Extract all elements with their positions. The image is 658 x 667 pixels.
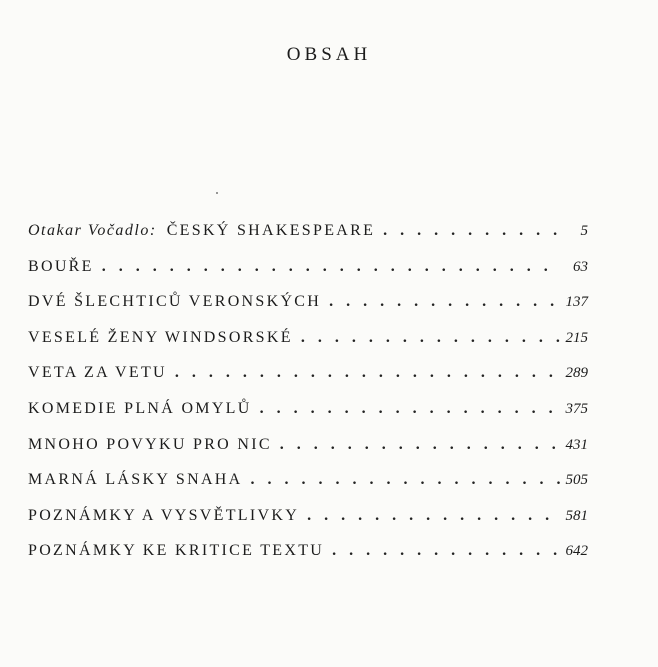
toc-entry-page: 581 bbox=[565, 507, 588, 524]
toc-entry-page: 375 bbox=[565, 400, 588, 417]
toc-entry bbox=[28, 436, 588, 472]
toc-entry-page: 63 bbox=[573, 258, 588, 275]
toc-entry bbox=[28, 293, 588, 329]
table-of-contents bbox=[28, 222, 588, 578]
toc-entry-title: DVÉ ŠLECHTICŮ VERONSKÝCH bbox=[28, 293, 322, 311]
page-title: OBSAH bbox=[286, 44, 372, 65]
toc-entry bbox=[28, 364, 588, 400]
dot-leader bbox=[280, 436, 560, 454]
dot-leader bbox=[251, 471, 560, 489]
toc-entry-page: 5 bbox=[580, 223, 588, 239]
dot-leader bbox=[102, 258, 560, 276]
toc-entry-author: Otakar Vočadlo: bbox=[28, 222, 157, 239]
toc-entry-title: VESELÉ ŽENY WINDSORSKÉ bbox=[28, 328, 293, 346]
dot-leader bbox=[332, 542, 559, 560]
toc-entry-page: 289 bbox=[565, 365, 588, 382]
toc-entry-page: 215 bbox=[565, 329, 588, 346]
toc-entry bbox=[28, 222, 588, 258]
toc-entry-title: VETA ZA VETU bbox=[28, 364, 167, 382]
toc-entry-title: POZNÁMKY A VYSVĚTLIVKY bbox=[28, 506, 300, 524]
dot-leader bbox=[383, 222, 560, 240]
toc-entry-title: MARNÁ LÁSKY SNAHA bbox=[28, 471, 243, 489]
toc-entry bbox=[28, 258, 588, 294]
dot-leader bbox=[301, 329, 560, 347]
dot-leader bbox=[175, 364, 560, 382]
toc-entry-title: BOUŘE bbox=[28, 257, 94, 275]
dot-leader bbox=[329, 293, 559, 311]
toc-entry-title: POZNÁMKY KE KRITICE TEXTU bbox=[28, 542, 325, 560]
toc-entry-title: ČESKÝ SHAKESPEARE bbox=[166, 222, 376, 239]
toc-entry-page: 642 bbox=[565, 543, 588, 560]
toc-entry-title: MNOHO POVYKU PRO NIC bbox=[28, 435, 272, 453]
toc-entry bbox=[28, 542, 588, 578]
toc-entry bbox=[28, 400, 588, 436]
toc-entry-page: 505 bbox=[565, 472, 588, 489]
paper-speck bbox=[216, 192, 218, 194]
toc-entry-title: KOMEDIE PLNÁ OMYLŮ bbox=[28, 399, 252, 417]
toc-entry bbox=[28, 471, 588, 507]
dot-leader bbox=[260, 400, 560, 418]
toc-entry bbox=[28, 329, 588, 365]
toc-entry-page: 431 bbox=[565, 436, 588, 453]
toc-entry bbox=[28, 507, 588, 543]
dot-leader bbox=[307, 507, 559, 525]
toc-entry-page: 137 bbox=[565, 294, 588, 311]
